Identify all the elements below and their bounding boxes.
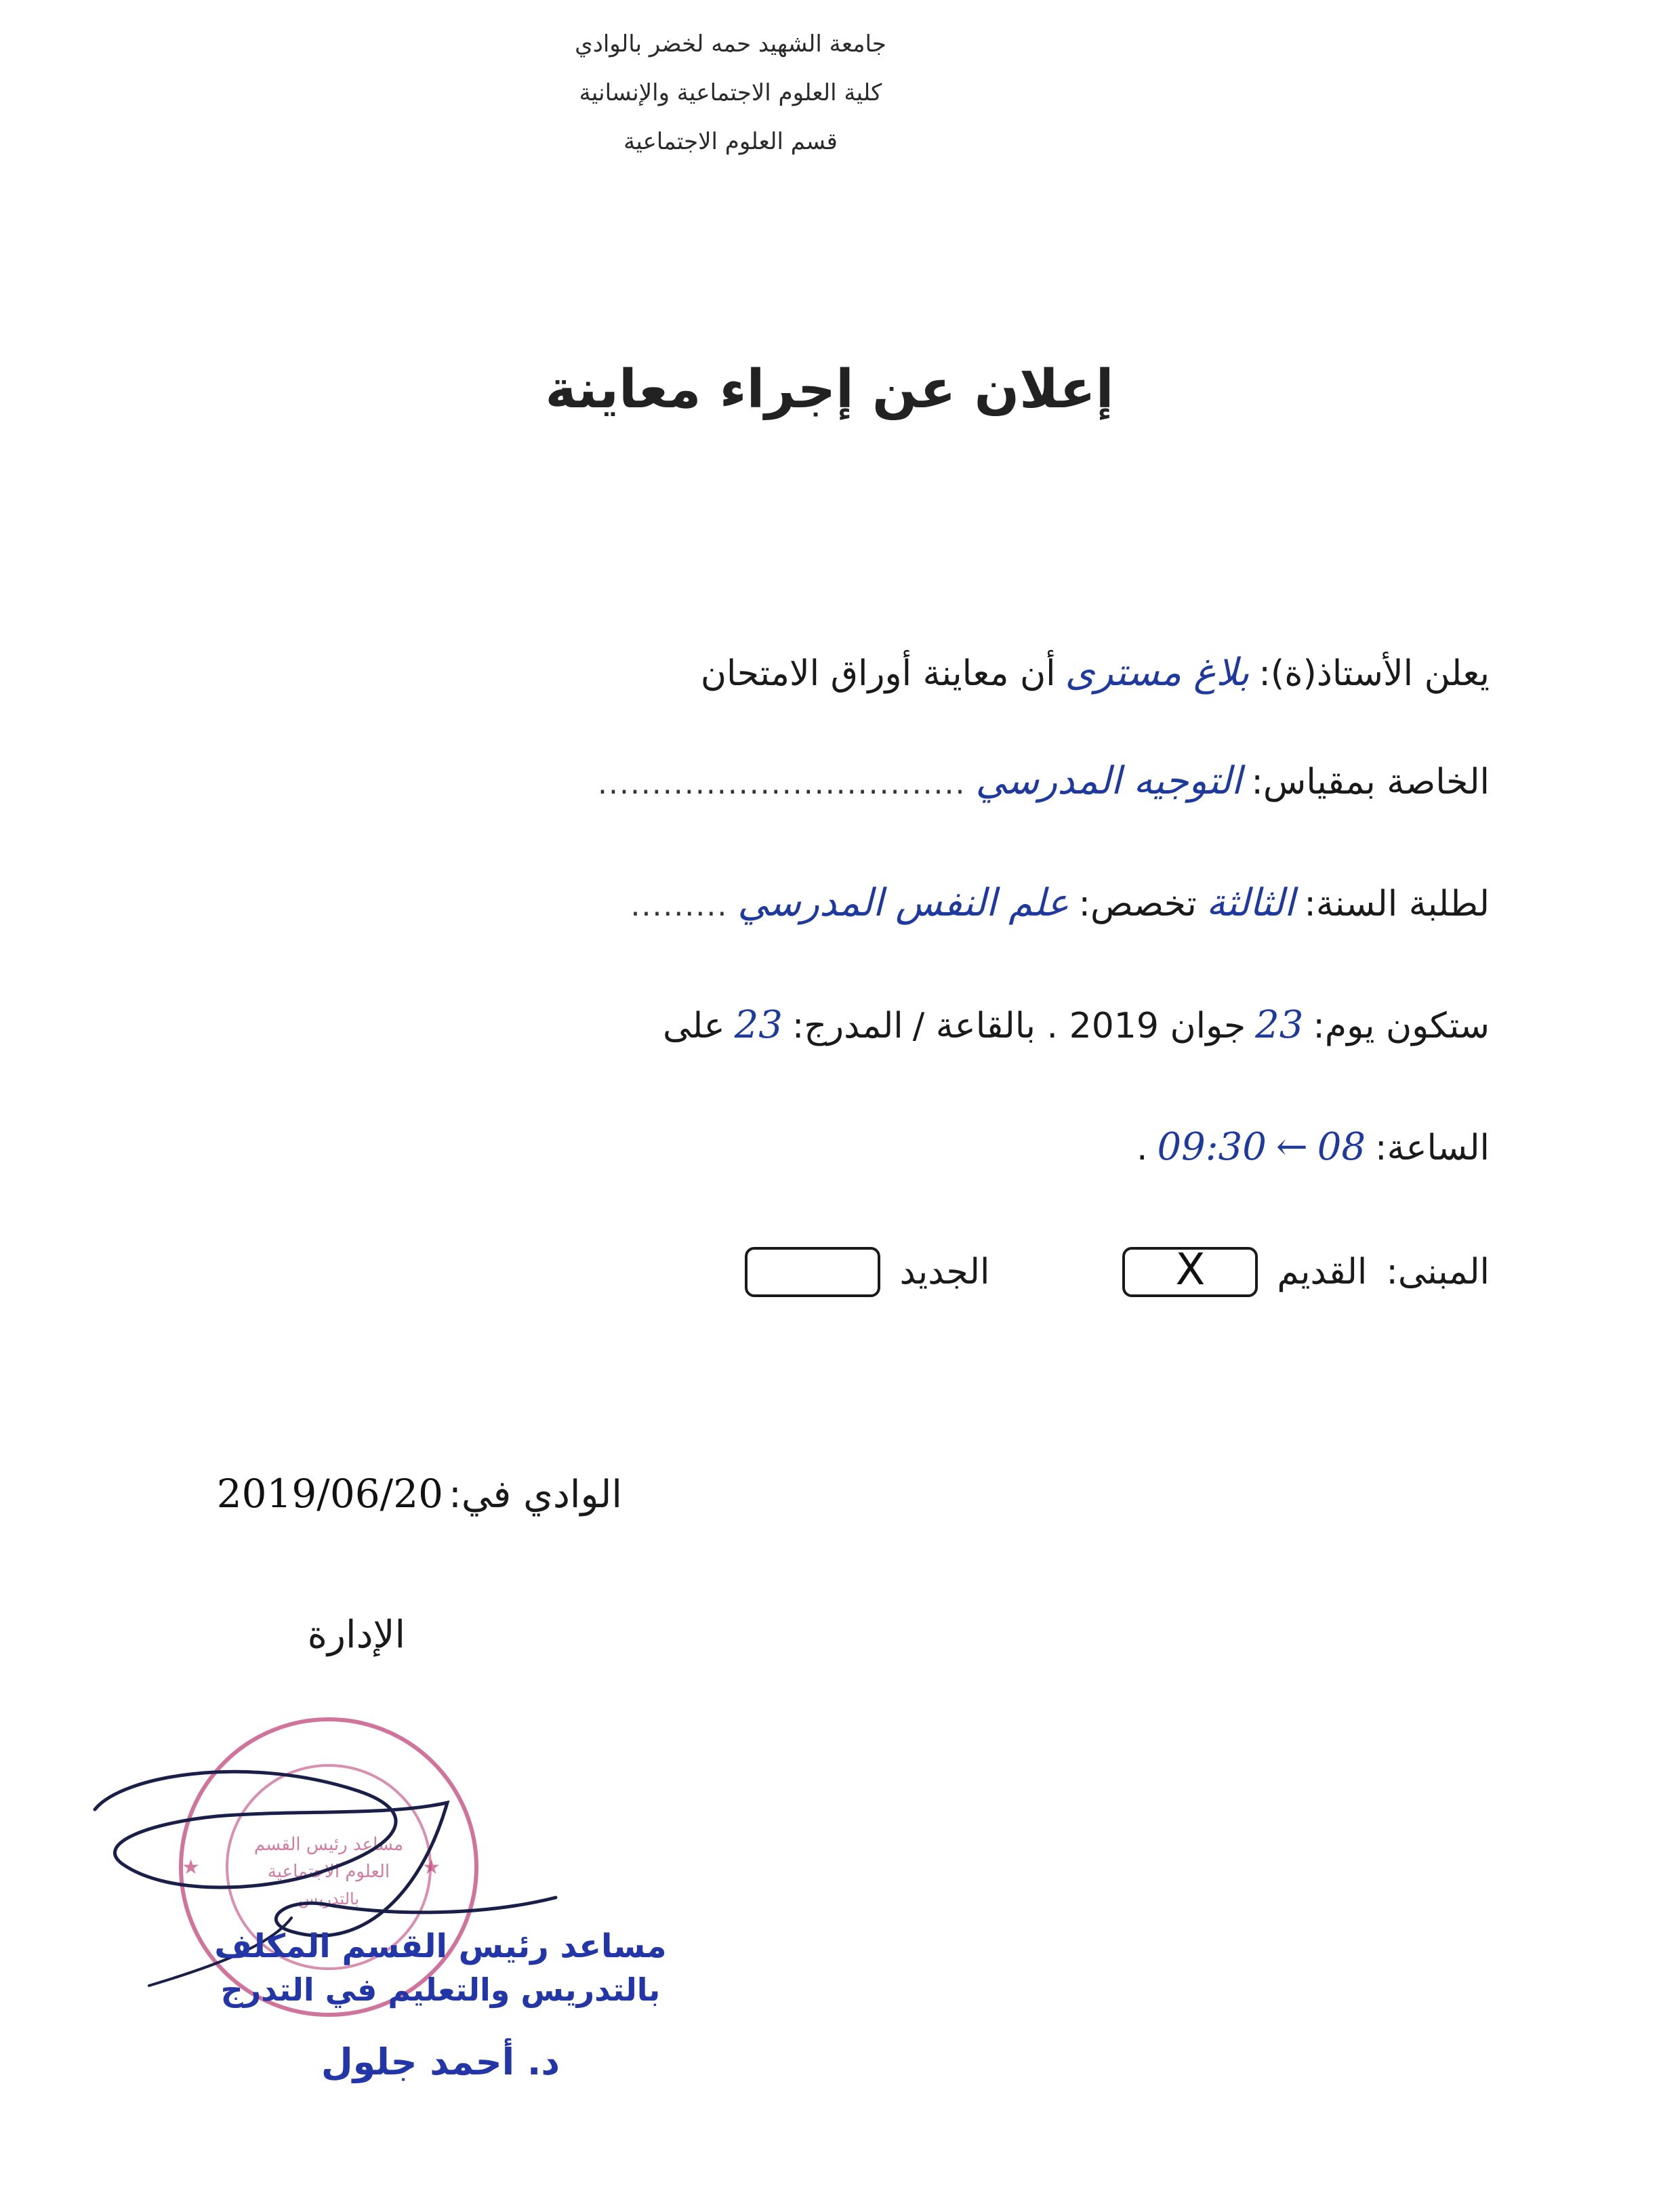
new-building-checkbox[interactable] (745, 1247, 880, 1297)
date-value (217, 1471, 443, 1517)
announcement-line-year (149, 881, 1490, 925)
announcement-line-date (149, 1003, 1490, 1047)
announcement-line-time (149, 1125, 1490, 1169)
issue-place: الوادي في: (449, 1473, 622, 1517)
faculty-name: كلية العلوم الاجتماعية والإنسانية (579, 79, 882, 106)
administration-label: الإدارة (307, 1613, 405, 1657)
new-building-label: الجديد (899, 1252, 990, 1292)
end-dot: . (1136, 1128, 1148, 1168)
line2-prefix: الخاصة بمقياس: (1251, 762, 1490, 802)
svg-text:العلوم الاجتماعية: العلوم الاجتماعية (267, 1862, 390, 1882)
letterhead (426, 27, 1036, 173)
dotted-leader: .................................. (597, 766, 966, 801)
svg-text:مساعد رئيس القسم: مساعد رئيس القسم (253, 1835, 404, 1855)
exam-day: 23 (1255, 1003, 1304, 1047)
announcement-line-professor (149, 651, 1490, 695)
building-label: المبنى: (1386, 1252, 1490, 1292)
module-name: التوجيه المدرسي (975, 759, 1242, 803)
date-prefix: 2019/06/ (216, 1471, 394, 1517)
hall-label: المدرج: (792, 1006, 903, 1046)
professor-name: بلاغ مسترى (1065, 651, 1250, 695)
time-to: 09:30 (1157, 1125, 1267, 1169)
line1-prefix: يعلن الأستاذ(ة): (1258, 653, 1490, 694)
line3-prefix: لطلبة السنة: (1304, 884, 1490, 924)
check-mark-icon: X (1175, 1245, 1206, 1296)
hall-number: 23 (734, 1003, 783, 1047)
svg-text:★: ★ (422, 1856, 441, 1879)
document-title: إعلان عن إجراء معاينة (545, 359, 1114, 420)
date-day: 20 (393, 1471, 443, 1517)
svg-text:★: ★ (182, 1856, 200, 1879)
old-building-label: القديم (1277, 1252, 1368, 1292)
line1-suffix: أن معاينة أوراق الامتحان (700, 653, 1056, 694)
dotted-leader: ......... (630, 888, 729, 923)
specialty-label: تخصص: (1078, 884, 1197, 924)
specialty-name: علم النفس المدرسي (737, 881, 1069, 925)
study-year: الثالثة (1206, 881, 1295, 925)
university-name: جامعة الشهيد حمه لخضر بالوادي (575, 30, 886, 58)
signatory-title-1: مساعد رئيس القسم المكلف (214, 1927, 667, 1965)
department-name: قسم العلوم الاجتماعية (623, 128, 838, 155)
old-building-checkbox[interactable] (1122, 1247, 1258, 1297)
time-from: 08 (1317, 1125, 1366, 1169)
month-year: جوان 2019 . بالقاعة / (912, 1006, 1246, 1046)
on-label: على (663, 1006, 725, 1046)
building-choice (745, 1247, 1490, 1297)
svg-text:بالتدريس: بالتدريس (298, 1889, 360, 1908)
line4-prefix: ستكون يوم: (1313, 1006, 1490, 1046)
signatory-title-2: بالتدريس والتعليم في التدرج (220, 1971, 661, 2008)
issue-date (217, 1471, 622, 1517)
announcement-line-module (149, 759, 1490, 803)
arrow-icon: ← (1275, 1125, 1308, 1169)
line5-prefix: الساعة: (1375, 1128, 1490, 1168)
signatory-stamp (203, 1925, 678, 2087)
signatory-name: د. أحمد جلول (321, 2040, 560, 2083)
